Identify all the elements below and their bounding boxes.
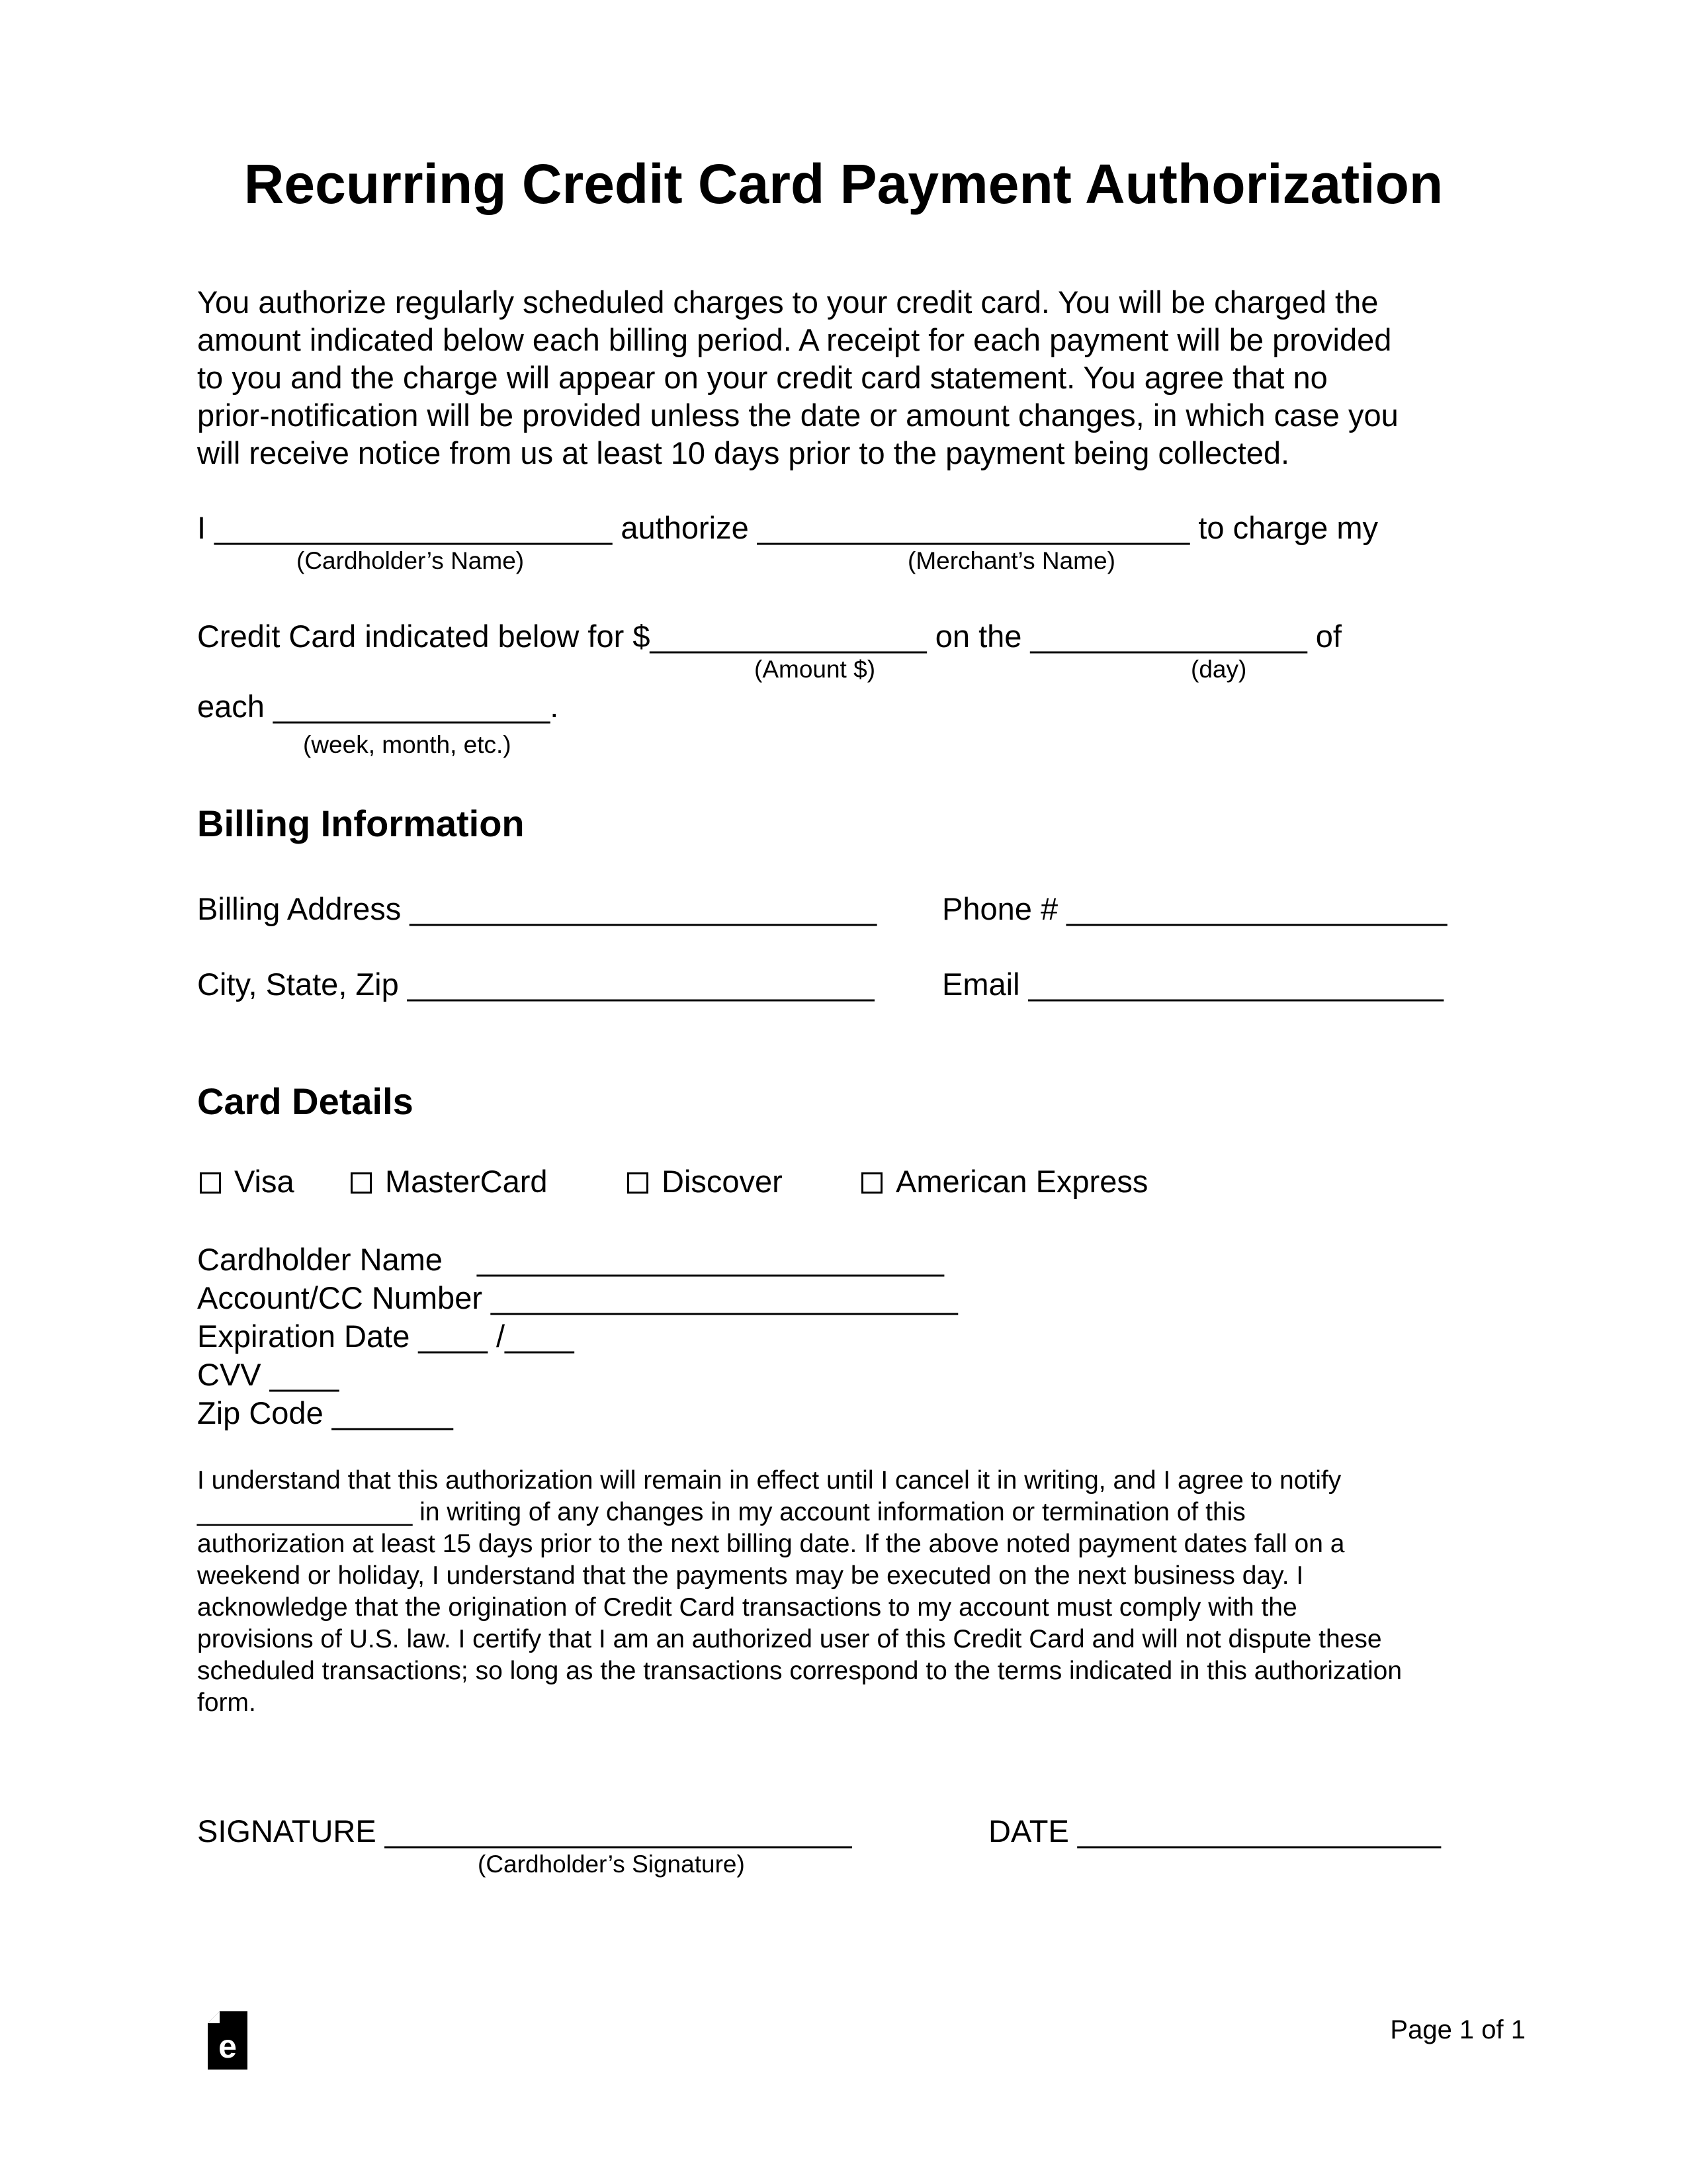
expiration-date-field[interactable]: Expiration Date ____ /____	[197, 1319, 574, 1354]
authorization-line-3[interactable]: each ________________.	[197, 689, 559, 724]
card-option-label: Discover	[662, 1164, 783, 1199]
document-e-logo-icon	[208, 2011, 247, 2070]
svg-text:e: e	[218, 2028, 237, 2065]
intro-line: amount indicated below each billing period. A receipt for each payment will be provided	[197, 322, 1392, 357]
legal-line: acknowledge that the origination of Credit Card transactions to my account must comply with the	[197, 1593, 1297, 1622]
city-state-zip-field[interactable]: City, State, Zip ___________________________	[197, 967, 875, 1002]
intro-line: to you and the charge will appear on your credit card statement. You agree that no	[197, 360, 1328, 395]
intro-paragraph	[197, 283, 1494, 472]
billing-address-field[interactable]: Billing Address ___________________________	[197, 891, 877, 926]
signature-field[interactable]: SIGNATURE ___________________________	[197, 1813, 852, 1849]
card-option-visa[interactable]	[200, 1163, 294, 1200]
billing-information-heading: Billing Information	[197, 803, 525, 844]
signature-caption: (Cardholder’s Signature)	[478, 1851, 745, 1878]
date-field[interactable]: DATE _____________________	[988, 1813, 1441, 1849]
card-option-label: American Express	[896, 1164, 1148, 1199]
phone-field[interactable]: Phone # ______________________	[942, 891, 1448, 926]
legal-line: provisions of U.S. law. I certify that I am an authorized user of this Credit Card and will not dispute these	[197, 1625, 1382, 1653]
intro-line: You authorize regularly scheduled charges to your credit card. You will be charged the	[197, 284, 1379, 320]
legal-line: I understand that this authorization will remain in effect until I cancel it in writing, and I agree to notify	[197, 1466, 1342, 1495]
card-option-label: Visa	[234, 1164, 294, 1199]
checkbox-icon[interactable]	[351, 1172, 372, 1194]
cardholder-name-caption: (Cardholder’s Name)	[296, 547, 525, 574]
card-details-heading: Card Details	[197, 1080, 413, 1122]
card-option-label: MasterCard	[385, 1164, 548, 1199]
card-option-american-express[interactable]	[861, 1163, 1148, 1200]
legal-line: weekend or holiday, I understand that the payments may be executed on the next business day. I	[197, 1561, 1304, 1590]
amount-caption: (Amount $)	[754, 656, 876, 683]
cardholder-name-field[interactable]: Cardholder Name ___________________________	[197, 1242, 944, 1277]
checkbox-icon[interactable]	[627, 1172, 648, 1194]
page-title: Recurring Credit Card Payment Authorization	[243, 153, 1444, 215]
legal-line: authorization at least 15 days prior to the next billing date. If the above noted payment dates fall on a	[197, 1530, 1345, 1558]
zip-code-field[interactable]: Zip Code _______	[197, 1395, 453, 1430]
legal-line: _______________ in writing of any changes in my account information or termination of this	[197, 1498, 1246, 1526]
merchant-name-caption: (Merchant’s Name)	[908, 547, 1115, 574]
card-option-discover[interactable]	[627, 1163, 783, 1200]
authorization-line-2[interactable]: Credit Card indicated below for $________________ on the ________________ of	[197, 619, 1342, 654]
legal-line: scheduled transactions; so long as the transactions correspond to the terms indicated in this authorization	[197, 1657, 1403, 1685]
day-caption: (day)	[1191, 656, 1247, 683]
email-field[interactable]: Email ________________________	[942, 967, 1444, 1002]
card-option-mastercard[interactable]	[351, 1163, 548, 1200]
checkbox-icon[interactable]	[861, 1172, 883, 1194]
cvv-field[interactable]: CVV ____	[197, 1357, 339, 1392]
account-number-field[interactable]: Account/CC Number ___________________________	[197, 1280, 958, 1315]
checkbox-icon[interactable]	[200, 1172, 221, 1194]
authorization-line-1[interactable]: I _______________________ authorize _________________________ to charge my	[197, 510, 1378, 545]
legal-line: form.	[197, 1688, 256, 1717]
page-number: Page 1 of 1	[1390, 2015, 1526, 2044]
intro-line: will receive notice from us at least 10 days prior to the payment being collected.	[197, 435, 1290, 470]
intro-line: prior-notification will be provided unless the date or amount changes, in which case you	[197, 398, 1399, 433]
period-caption: (week, month, etc.)	[303, 731, 511, 758]
legal-paragraph	[197, 1465, 1494, 1719]
